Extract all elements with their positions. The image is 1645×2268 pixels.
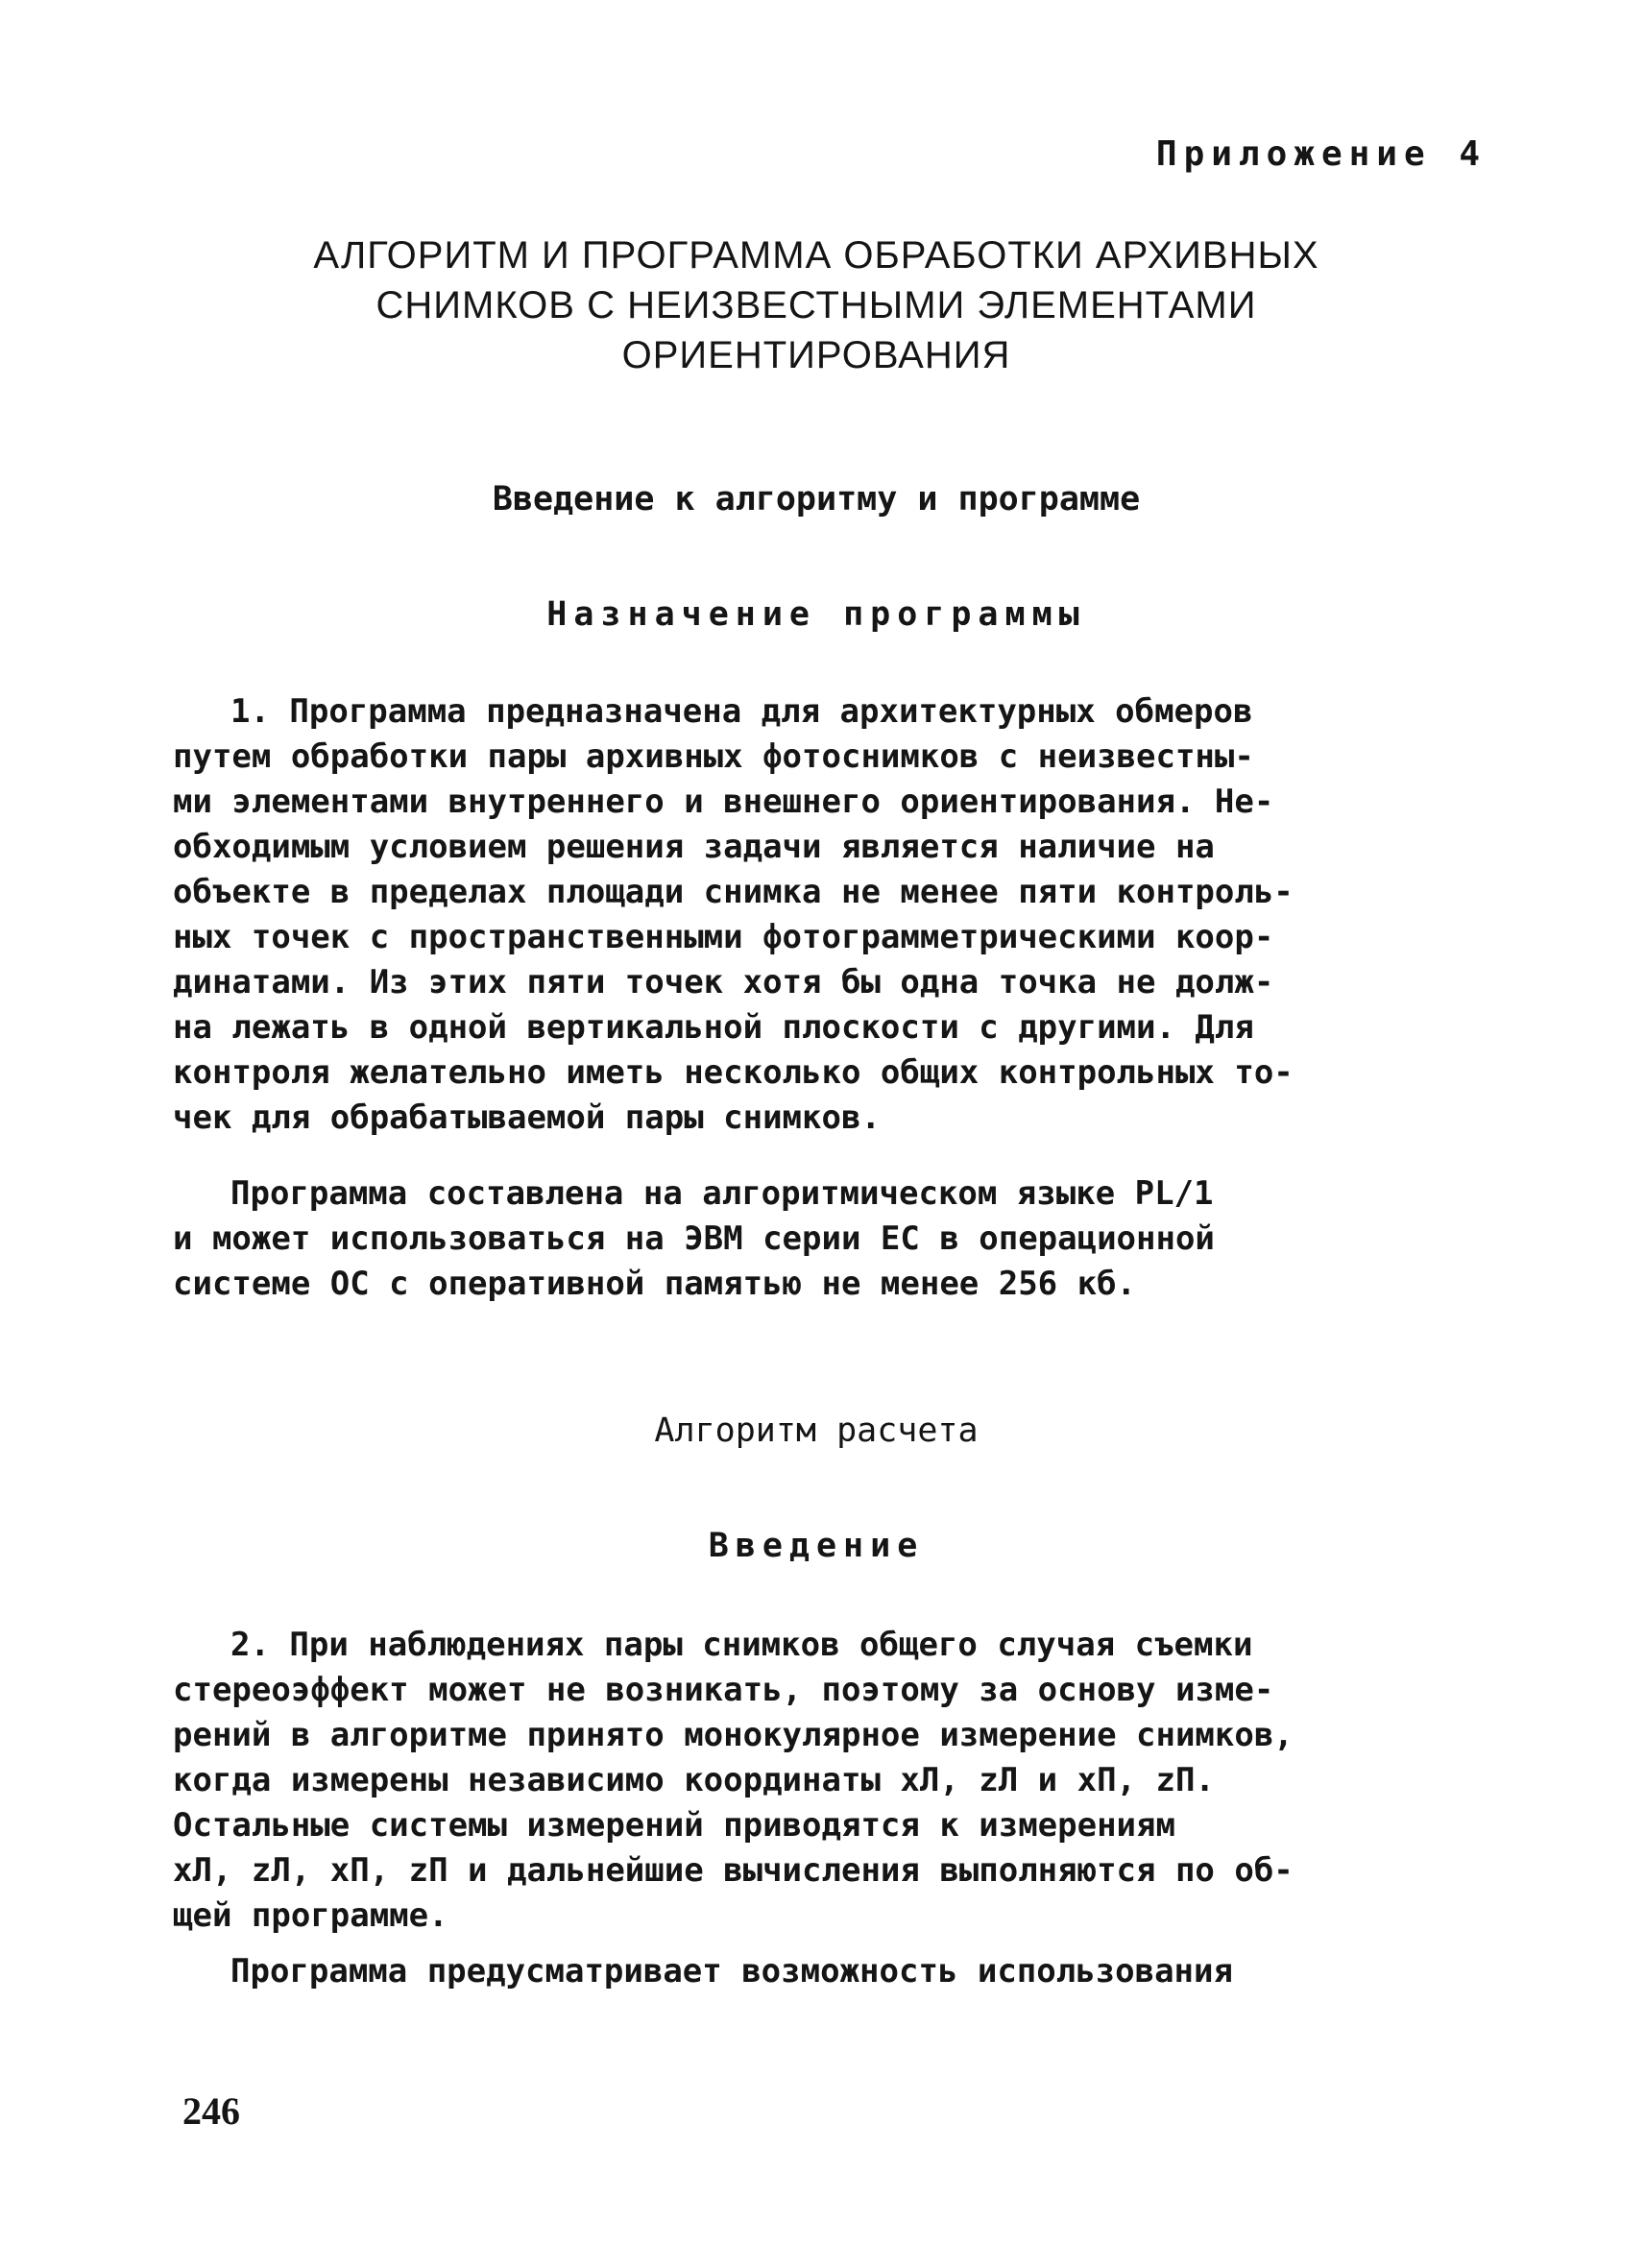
- paragraph-3: [173, 1623, 1464, 1939]
- text-line: на лежать в одной вертикальной плоскости с другими. Для: [173, 1008, 1254, 1047]
- section-heading-introduction: Введение: [708, 1527, 925, 1565]
- text-line: щей программе.: [173, 1896, 448, 1935]
- paragraph-1: [173, 689, 1464, 1141]
- document-title: [192, 230, 1440, 380]
- text-line: Программа предусматривает возможность использования: [230, 1952, 1233, 1991]
- text-line: контроля желательно иметь несколько общих контрольных то-: [173, 1053, 1294, 1092]
- text-line: xЛ, zЛ, xП, zП и дальнейшие вычисления выполняются по об-: [173, 1851, 1294, 1890]
- text-line: Программа составлена на алгоритмическом языке PL/1: [230, 1174, 1214, 1213]
- text-line: ных точек с пространственными фотограмметрическими коор-: [173, 918, 1274, 956]
- text-line: Остальные системы измерений приводятся к измерениям: [173, 1806, 1175, 1845]
- title-line: СНИМКОВ С НЕИЗВЕСТНЫМИ ЭЛЕМЕНТАМИ: [375, 284, 1257, 326]
- text-line: стереоэффект может не возникать, поэтому за основу изме-: [173, 1671, 1274, 1709]
- appendix-label: Приложение 4: [1155, 134, 1487, 174]
- section-heading-intro: Введение к алгоритму и программе: [492, 480, 1141, 519]
- text-line: чек для обрабатываемой пары снимков.: [173, 1098, 881, 1137]
- text-line: объекте в пределах площади снимка не менее пяти контроль-: [173, 873, 1294, 911]
- text-line: 2. При наблюдениях пары снимков общего случая съемки: [230, 1626, 1253, 1664]
- text-line: и может использоваться на ЭВМ серии ЕС в операционной: [173, 1219, 1215, 1258]
- text-line: обходимым условием решения задачи является наличие на: [173, 828, 1215, 866]
- text-line: рений в алгоритме принято монокулярное измерение снимков,: [173, 1716, 1294, 1754]
- paragraph-4: [173, 1949, 1464, 1994]
- text-line: динатами. Из этих пяти точек хотя бы одна точка не долж-: [173, 963, 1274, 1001]
- text-line: путем обработки пары архивных фотоснимков с неизвестны-: [173, 737, 1254, 776]
- text-line: системе ОС с оперативной памятью не менее 256 кб.: [173, 1265, 1137, 1303]
- title-line: ОРИЕНТИРОВАНИЯ: [621, 334, 1011, 376]
- text-line: когда измерены независимо координаты xЛ, zЛ и xП, zП.: [173, 1761, 1215, 1799]
- paragraph-2: [173, 1171, 1464, 1307]
- section-heading-algorithm: Алгоритм расчета: [654, 1411, 979, 1450]
- text-line: 1. Программа предназначена для архитектурных обмеров: [230, 692, 1253, 731]
- section-heading-purpose: Назначение программы: [546, 595, 1086, 634]
- text-line: ми элементами внутреннего и внешнего ориентирования. Не-: [173, 783, 1274, 821]
- page-number: 246: [182, 2089, 240, 2133]
- title-line: АЛГОРИТМ И ПРОГРАММА ОБРАБОТКИ АРХИВНЫХ: [313, 234, 1319, 277]
